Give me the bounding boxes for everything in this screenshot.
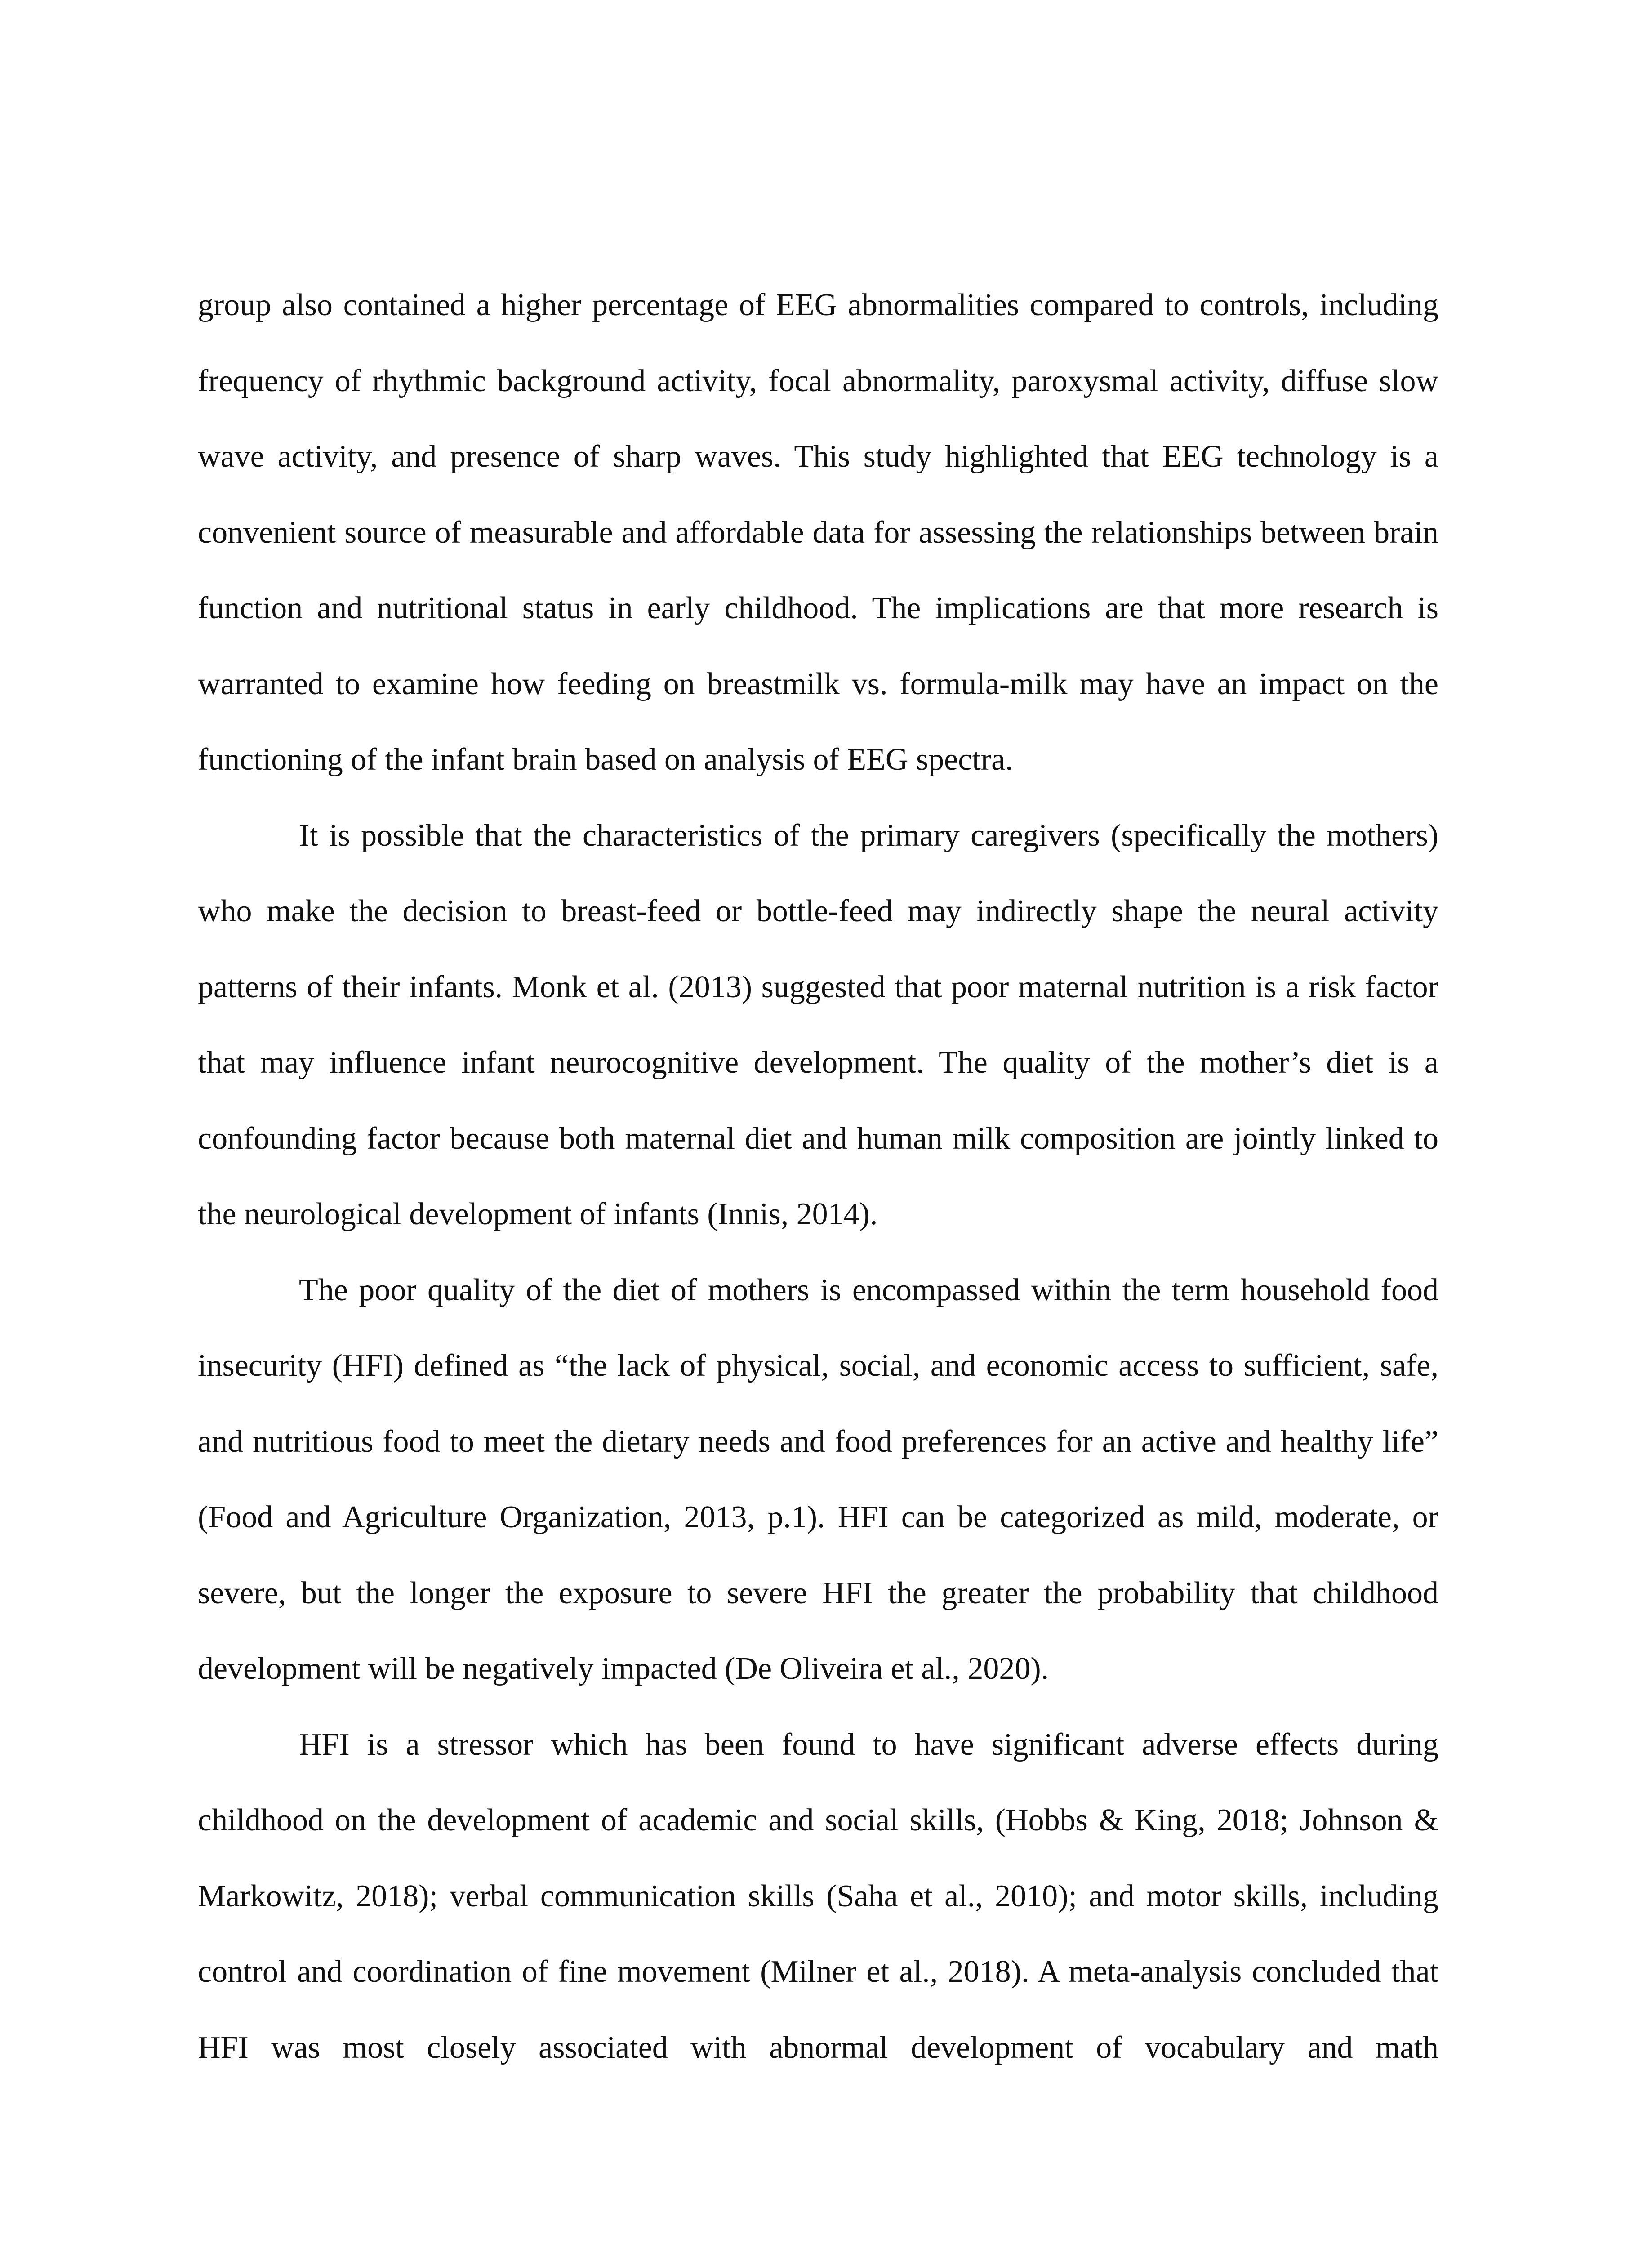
paragraph-maternal-characteristics: It is possible that the characteristics of the primary caregivers (specifically the mothers) who make the decision to breast-feed or bottle-feed may indirectly shape the neural activity patterns of their infants. Monk et al. (2013) suggested that poor maternal nutrition is a risk factor that may influence infant neurocognitive development. The quality of the mother’s diet is a confounding factor because both maternal diet and human milk composition are jointly linked to the neurological development of infants (Innis, 2014). [198,818,1438,1231]
body-text [198,268,1438,2086]
paragraph-eeg-abnormalities: group also contained a higher percentage of EEG abnormalities compared to controls, including frequency of rhythmic background activity, focal abnormality, paroxysmal activity, diffuse slow wave activity, and presence of sharp waves. This study highlighted that EEG technology is a convenient source of measurable and affordable data for assessing the relationships between brain function and nutritional status in early childhood. The implications are that more research is warranted to examine how feeding on breastmilk vs. formula-milk may have an impact on the functioning of the infant brain based on analysis of EEG spectra. [198,288,1438,777]
paragraph-household-food-insecurity: The poor quality of the diet of mothers is encompassed within the term household food insecurity (HFI) defined as “the lack of physical, social, and economic access to sufficient, safe, and nutritious food to meet the dietary needs and food preferences for an active and healthy life” (Food and Agriculture Organization, 2013, p.1). HFI can be categorized as mild, moderate, or severe, but the longer the exposure to severe HFI the greater the probability that childhood development will be negatively impacted (De Oliveira et al., 2020). [198,1272,1438,1686]
paragraph-hfi-stressor: HFI is a stressor which has been found to have significant adverse effects during childhood on the development of academic and social skills, (Hobbs & King, 2018; Johnson & Markowitz, 2018); verbal communication skills (Saha et al., 2010); and motor skills, including control and coordination of fine movement (Milner et al., 2018). A meta-analysis concluded that HFI was most closely associated with abnormal development of vocabulary and math [198,1727,1438,2065]
